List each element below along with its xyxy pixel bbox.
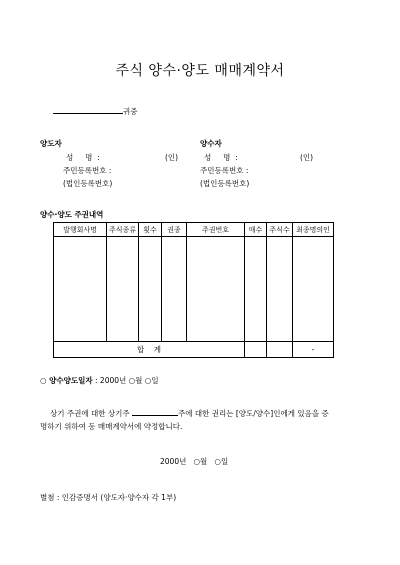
table-cell	[139, 237, 162, 342]
total-label: 합 계	[54, 342, 245, 358]
transferor-name-label: 성 명 :	[66, 153, 100, 162]
statement-line-1-end: 주에 대한 권리는 [양도/양수]인에게 있음을 증	[178, 409, 329, 418]
transferee-seal: (인)	[300, 153, 314, 162]
transferee-name-label: 성 명 :	[204, 153, 238, 162]
transferor-resident-no-label: 주민등록번호 :	[63, 166, 112, 175]
column-header-sheet-count: 매수	[245, 223, 267, 237]
column-header-certificate-no: 주권번호	[187, 223, 245, 237]
transferor-seal: (인)	[165, 153, 179, 162]
share-count-blank	[132, 408, 178, 416]
transferee-heading: 양수자	[200, 139, 222, 148]
transferor-heading: 양도자	[40, 139, 62, 148]
table-cell	[293, 237, 334, 342]
table-cell	[54, 237, 107, 342]
column-header-share-count: 주식수	[267, 223, 293, 237]
table-header-row	[54, 223, 334, 237]
total-sheet-count	[245, 342, 267, 358]
table-row	[54, 237, 334, 342]
column-header-round: 횟수	[139, 223, 162, 237]
transferor-corp-no-label: (법인등록번호)	[63, 179, 113, 188]
total-share-count	[267, 342, 293, 358]
transferee-corp-no-label: (법인등록번호)	[200, 179, 250, 188]
table-cell	[245, 237, 267, 342]
document-title: 주식 양수·양도 매매계약서	[115, 63, 285, 79]
table-cell	[267, 237, 293, 342]
recipient-suffix: 귀중	[123, 107, 138, 116]
transfer-date-label: ○ 양수양도일자	[40, 376, 93, 385]
stock-details-heading: 양수·양도 주권내역	[40, 210, 104, 219]
transfer-date-line	[40, 376, 159, 385]
table-cell	[107, 237, 139, 342]
stock-details-table	[53, 222, 334, 358]
signing-date: 2000년 ○월 ○일	[160, 457, 229, 466]
statement-line-1-start: 상기 주권에 대한 상기주	[50, 409, 132, 418]
table-cell	[187, 237, 245, 342]
statement-line-1	[50, 408, 329, 418]
statement-line-2: 명하기 위하여 동 매매계약서에 약정합니다.	[40, 422, 183, 431]
column-header-issuer: 발행회사명	[54, 223, 107, 237]
transferee-resident-no-label: 주민등록번호 :	[200, 166, 249, 175]
transfer-date-value: : 2000년 ○월 ○일	[92, 376, 159, 385]
total-final-holder: -	[293, 342, 334, 358]
attachment-note: 별첨 : 인감증명서 (양도자·양수자 각 1부)	[40, 493, 177, 502]
recipient-line	[53, 106, 138, 116]
table-cell	[162, 237, 187, 342]
column-header-final-holder: 최종명의인	[293, 223, 334, 237]
recipient-blank	[53, 106, 123, 114]
column-header-stock-type: 주식종류	[107, 223, 139, 237]
table-total-row	[54, 342, 334, 358]
column-header-denomination: 권종	[162, 223, 187, 237]
